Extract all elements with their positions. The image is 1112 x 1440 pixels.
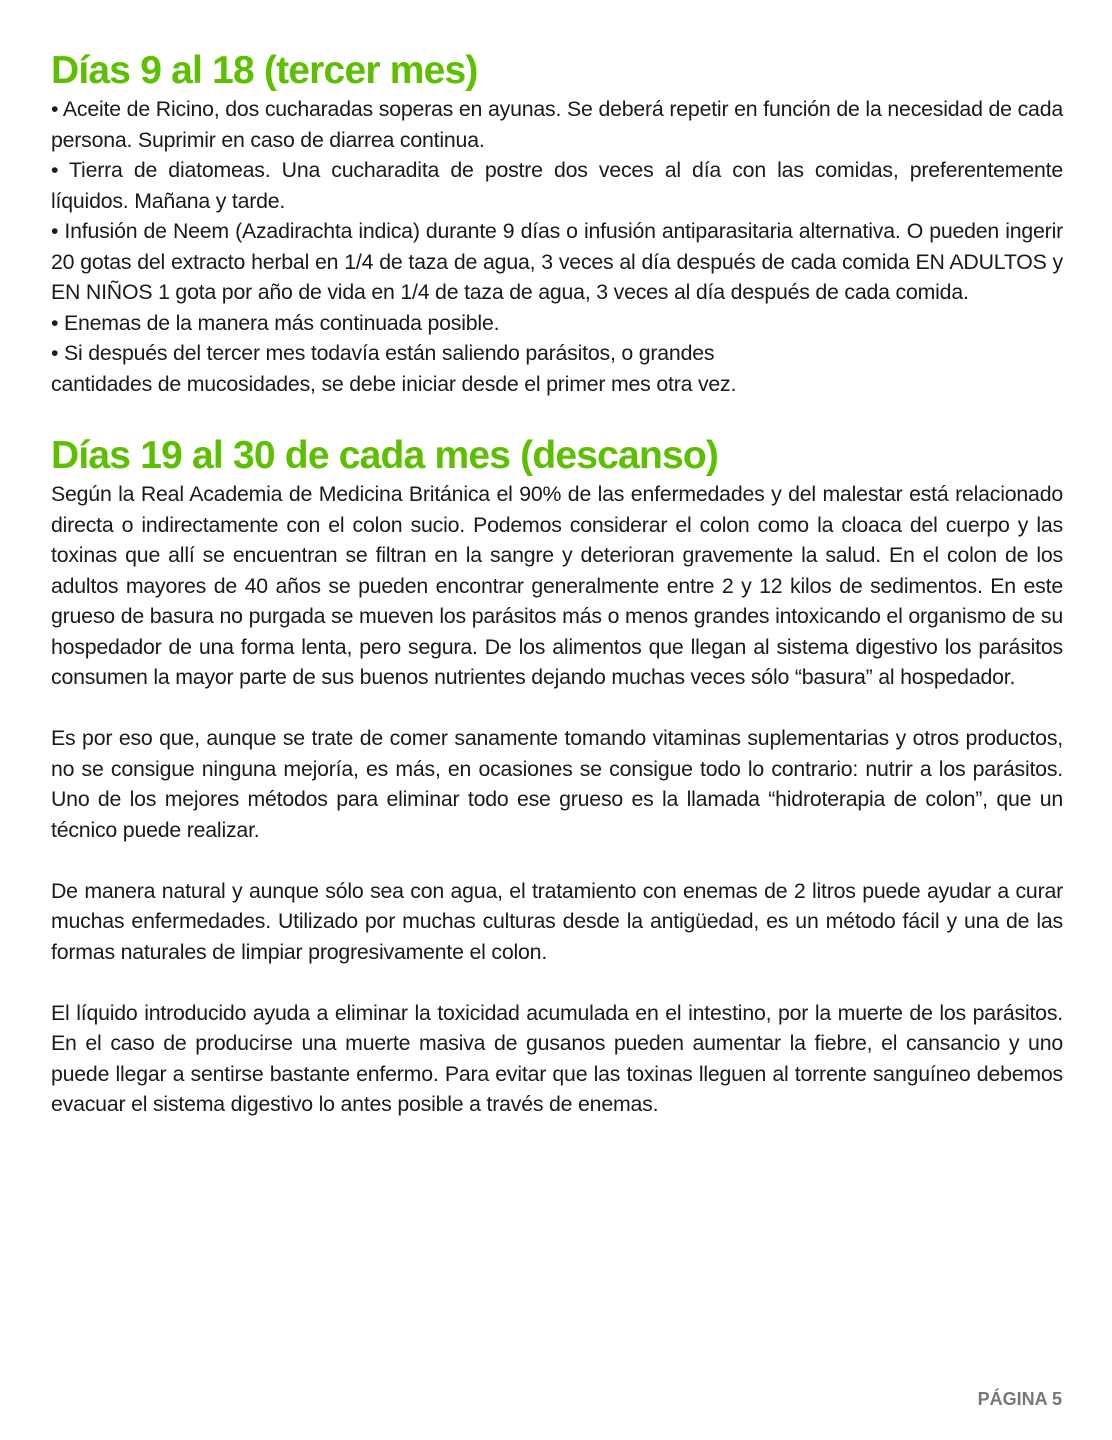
section-heading-rest: Días 19 al 30 de cada mes (descanso) bbox=[51, 434, 719, 477]
paragraph-colon: Según la Real Academia de Medicina Británica el 90% de las enfermedades y del malestar está relacionado directa o indirectamente con el colon sucio. Podemos considerar el colon como la cloaca del cuerpo y las toxinas que allí se encuentran se filtran en la sangre y deterioran gravemente la salud. En el colon de los adultos mayores de 40 años se pueden encontrar generalmente entre 2 y 12 kilos de sedimentos. En este grueso de basura no purgada se mueven los parásitos más o menos grandes intoxicando el organismo de su hospedador de una forma lenta, pero segura. De los alimentos que llegan al sistema digestivo los parásitos consumen la mayor parte de sus buenos nutrientes dejando muchas veces sólo “basura” al hospedador. bbox=[51, 482, 1063, 689]
paragraph-toxicity: El líquido introducido ayuda a eliminar la toxicidad acumulada en el intestino, por la muerte de los parásitos. En el caso de producirse una muerte masiva de gusanos pueden aumentar la fiebre, el cansancio y uno puede llegar a sentirse bastante enfermo. Para evitar que las toxinas lleguen al torrente sanguíneo debemos evacuar el sistema digestivo lo antes posible a través de enemas. bbox=[51, 1000, 1063, 1116]
bullet-repeat-line2: cantidades de mucosidades, se debe iniciar desde el primer mes otra vez. bbox=[51, 371, 737, 396]
paragraph-hydrotherapy: Es por eso que, aunque se trate de comer sanamente tomando vitaminas suplementarias y otros productos, no se consigue ninguna mejoría, es más, en ocasiones se consigue todo lo contrario: nutrir a los parásitos. Uno de los mejores métodos para eliminar todo ese grueso es la llamada “hidroterapia de colon”, que un técnico puede realizar. bbox=[51, 726, 1063, 842]
bullet-enemas: • Enemas de la manera más continuada posible. bbox=[51, 310, 500, 335]
bullet-neem-infusion: • Infusión de Neem (Azadirachta indica) durante 9 días o infusión antiparasitaria alternativa. O pueden ingerir 20 gotas del extracto herbal en 1/4 de taza de agua, 3 veces al día después de cada comida EN ADULTOS y EN NIÑOS 1 gota por año de vida en 1/4 de taza de agua, 3 veces al día después de cada comida. bbox=[51, 219, 1063, 304]
section-heading-third-month: Días 9 al 18 (tercer mes) bbox=[51, 49, 478, 92]
bullet-diatomaceous-earth: • Tierra de diatomeas. Una cucharadita de postre dos veces al día con las comidas, preferentemente líquidos. Mañana y tarde. bbox=[51, 158, 1063, 213]
paragraph-enemas: De manera natural y aunque sólo sea con agua, el tratamiento con enemas de 2 litros puede ayudar a curar muchas enfermedades. Utilizado por muchas culturas desde la antigüedad, es un método fácil y una de las formas naturales de limpiar progresivamente el colon. bbox=[51, 878, 1063, 964]
bullet-castor-oil: • Aceite de Ricino, dos cucharadas soperas en ayunas. Se deberá repetir en función de la necesidad de cada persona. Suprimir en caso de diarrea continua. bbox=[51, 97, 1063, 152]
bullet-repeat-line1: • Si después del tercer mes todavía están saliendo parásitos, o grandes bbox=[51, 341, 715, 365]
page-number: PÁGINA 5 bbox=[977, 1389, 1062, 1409]
page-content bbox=[51, 48, 1063, 1120]
